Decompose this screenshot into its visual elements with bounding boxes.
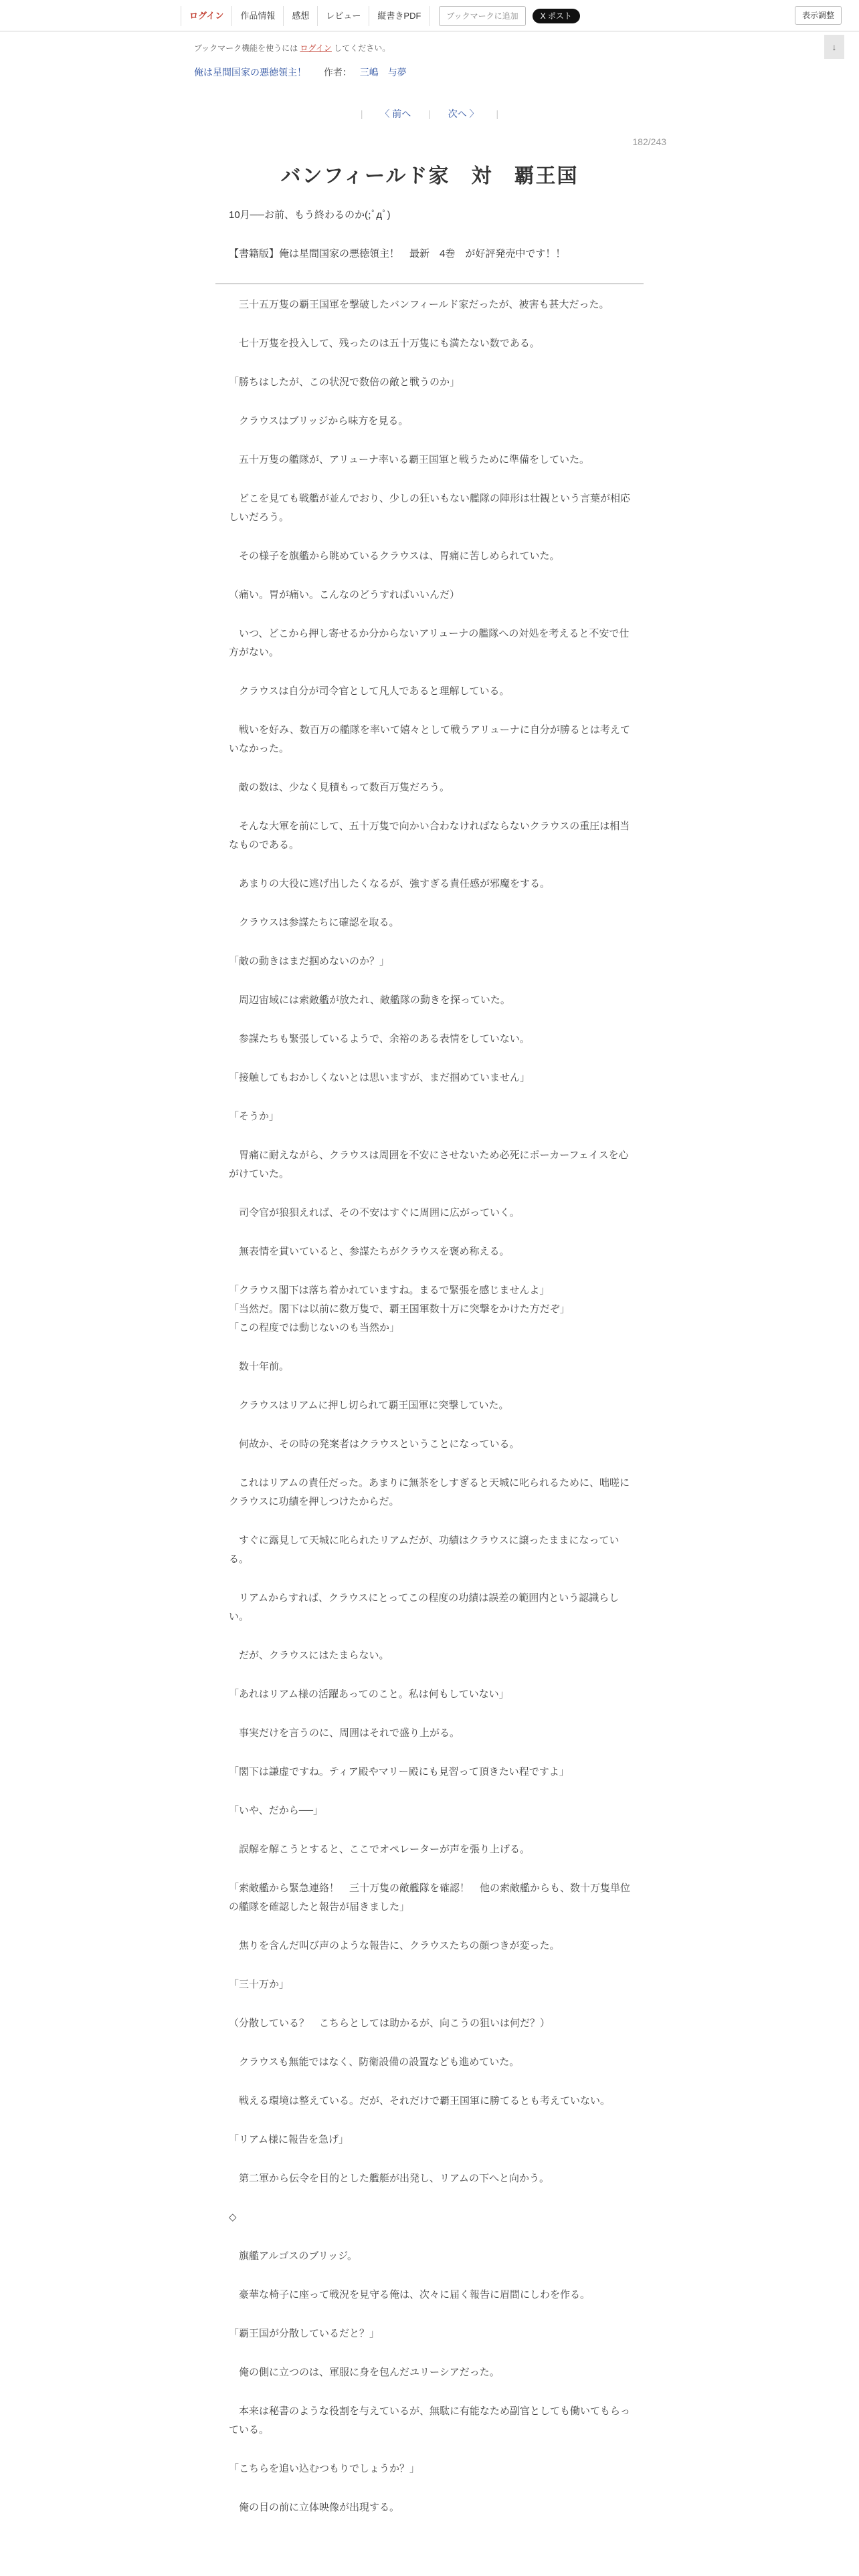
- body-paragraph: 「クラウス閣下は落ち着かれていますね。まるで緊張を感じませんよ」 「当然だ。閣下は以前に数万隻で、覇王国軍数十万に突撃をかけた方だぞ」 「この程度では動じないのも当然か」: [229, 1285, 570, 1333]
- body-paragraph: 何故か、その時の発案者はクラウスということになっている。: [229, 1438, 520, 1450]
- body-paragraph: すぐに露見して天城に叱られたリアムだが、功績はクラウスに譲ったままになっている。: [229, 1535, 619, 1565]
- body-paragraph: 焦りを含んだ叫び声のような報告に、クラウスたちの顔つきが変った。: [229, 1940, 560, 1951]
- chapter-title: バンフィールド家 対 覇王国: [280, 165, 579, 187]
- body-paragraph: だが、クラウスにはたまらない。: [229, 1650, 389, 1661]
- body-paragraph: 五十万隻の艦隊が、アリューナ率いる覇王国軍と戦うために準備をしていた。: [229, 454, 589, 465]
- body-paragraph: 第二軍から伝令を目的とした艦艇が出発し、リアムの下へと向かう。: [229, 2173, 549, 2184]
- impressions-link[interactable]: 感想: [284, 6, 318, 26]
- work-header: [194, 66, 407, 79]
- body-paragraph: 戦える環境は整えている。だが、それだけで覇王国軍に勝てるとも考えていない。: [229, 2095, 611, 2107]
- body-paragraph: クラウスも無能ではなく、防衛設備の設置なども進めていた。: [229, 2056, 520, 2068]
- body-paragraph: これはリアムの責任だった。あまりに無茶をしすぎると天城に叱られるために、咄嗟にクラウスに功績を押しつけたからだ。: [229, 1477, 630, 1507]
- body-paragraph: クラウスはブリッジから味方を見る。: [229, 415, 409, 427]
- body-paragraph: 司令官が狼狽えれば、その不安はすぐに周囲に広がっていく。: [229, 1207, 520, 1218]
- body-paragraph: 「あれはリアム様の活躍あってのこと。私は何もしていない」: [229, 1689, 509, 1700]
- body-paragraph: 旗艦アルゴスのブリッジ。: [229, 2250, 358, 2262]
- novel-body: [229, 296, 630, 2537]
- body-paragraph: あまりの大役に逃げ出したくなるが、強すぎる責任感が邪魔をする。: [229, 878, 551, 889]
- body-paragraph: 「閣下は謙虚ですね。ティア殿やマリー殿にも見習って頂きたい程ですよ」: [229, 1766, 569, 1778]
- body-paragraph: クラウスはリアムに押し切られて覇王国軍に突撃していた。: [229, 1400, 509, 1411]
- body-paragraph: クラウスは参謀たちに確認を取る。: [229, 917, 399, 928]
- body-paragraph: 「リアム様に報告を急げ」: [229, 2134, 349, 2145]
- body-paragraph: （痛い。胃が痛い。こんなのどうすればいいんだ）: [229, 589, 460, 601]
- notice-prefix: ブックマーク機能を使うには: [194, 43, 298, 53]
- body-paragraph: 「敵の動きはまだ掴めないのか？」: [229, 956, 390, 967]
- episode-counter: 182/243: [632, 136, 666, 147]
- body-paragraph: 誤解を解こうとすると、ここでオペレーターが声を張り上げる。: [229, 1844, 531, 1855]
- body-paragraph: どこを見ても戦艦が並んでおり、少しの狂いもない艦隊の陣形は壮観という言葉が相応しいだろう。: [229, 493, 631, 523]
- body-paragraph: 「覇王国が分散しているだと？」: [229, 2328, 380, 2339]
- body-paragraph: 「三十万か」: [229, 1979, 290, 1990]
- body-paragraph: 「そうか」: [229, 1111, 280, 1122]
- body-paragraph: クラウスは自分が司令官として凡人であると理解している。: [229, 685, 510, 697]
- scroll-down-icon[interactable]: ↓: [824, 35, 844, 59]
- notice-login-link[interactable]: ログイン: [300, 43, 332, 53]
- notice-suffix: してください。: [334, 43, 391, 53]
- body-paragraph: いつ、どこから押し寄せるか分からないアリューナの艦隊への対処を考えると不安で仕方がない。: [229, 628, 630, 658]
- episode-pager: [0, 107, 859, 120]
- body-paragraph: 数十年前。: [229, 1361, 290, 1372]
- preface-line: 【書籍版】俺は星間国家の悪徳領主！ 最新 4巻 が好評発売中です！！: [229, 248, 566, 259]
- work-title-link[interactable]: 俺は星間国家の悪徳領主！: [194, 67, 306, 78]
- login-link[interactable]: ログイン: [181, 6, 232, 26]
- x-post-button[interactable]: X ポスト: [533, 9, 580, 23]
- body-paragraph: 俺の側に立つのは、軍服に身を包んだユリーシアだった。: [229, 2367, 500, 2378]
- top-navigation-bar: [0, 0, 859, 31]
- body-paragraph: 参謀たちも緊張しているようで、余裕のある表情をしていない。: [229, 1033, 530, 1045]
- body-paragraph: 敵の数は、少なく見積もって数百万隻だろう。: [229, 782, 450, 793]
- pager-divider: |: [496, 108, 499, 119]
- body-paragraph: 「索敵艦から緊急連絡！ 三十万隻の敵艦隊を確認！ 他の索敵艦からも、数十万隻単位の艦隊を確認したと報告が届きました」: [229, 1883, 631, 1913]
- body-paragraph: 無表情を貫いていると、参謀たちがクラウスを褒め称える。: [229, 1246, 510, 1257]
- body-paragraph: 「接触してもおかしくないとは思いますが、まだ掴めていません」: [229, 1072, 531, 1083]
- preface-line: 10月──お前、もう終わるのか(;ﾟдﾟ): [229, 209, 391, 221]
- body-paragraph: その様子を旗艦から眺めているクラウスは、胃痛に苦しめられていた。: [229, 550, 560, 562]
- body-paragraph: 本来は秘書のような役割を与えているが、無駄に有能なため副官としても働いてもらっている。: [229, 2405, 631, 2436]
- body-paragraph: 事実だけを言うのに、周囲はそれで盛り上がる。: [229, 1727, 460, 1739]
- body-paragraph: 「いや、だから──」: [229, 1805, 323, 1816]
- pager-divider: |: [428, 108, 431, 119]
- prev-episode-link[interactable]: 〈 前へ: [380, 108, 411, 119]
- body-paragraph: そんな大軍を前にして、五十万隻で向かい合わなければならないクラウスの重圧は相当なものである。: [229, 821, 630, 851]
- body-paragraph: （分散している？ こちらとしては助かるが、向こうの狙いは何だ？）: [229, 2018, 551, 2029]
- body-paragraph: 周辺宙域には索敵艦が放たれ、敵艦隊の動きを探っていた。: [229, 994, 510, 1006]
- add-bookmark-button[interactable]: ブックマークに追加: [439, 6, 525, 26]
- login-notice: [194, 42, 390, 53]
- review-link[interactable]: レビュー: [318, 6, 369, 26]
- author-label: 作者：: [323, 67, 352, 78]
- vertical-pdf-link[interactable]: 縦書きPDF: [369, 6, 430, 26]
- body-paragraph: 胃痛に耐えながら、クラウスは周囲を不安にさせないため必死にポーカーフェイスを心がけていた。: [229, 1150, 629, 1180]
- main-nav: [181, 5, 580, 27]
- body-paragraph: ◇: [229, 2212, 237, 2223]
- author-link[interactable]: 三嶋 与夢: [359, 67, 407, 78]
- body-paragraph: 戦いを好み、数百万の艦隊を率いて嬉々として戦うアリューナに自分が勝るとは考えていなかった。: [229, 724, 630, 754]
- body-paragraph: 豪華な椅子に座って戦況を見守る俺は、次々に届く報告に眉間にしわを作る。: [229, 2289, 591, 2300]
- body-paragraph: 三十五万隻の覇王国軍を撃破したバンフィールド家だったが、被害も甚大だった。: [229, 299, 609, 310]
- body-paragraph: 「こちらを追い込むつもりでしょうか？」: [229, 2463, 420, 2474]
- display-settings-button[interactable]: 表示調整: [795, 6, 842, 25]
- work-info-link[interactable]: 作品情報: [232, 6, 284, 26]
- pager-divider: |: [360, 108, 363, 119]
- body-paragraph: 七十万隻を投入して、残ったのは五十万隻にも満たない数である。: [229, 338, 540, 349]
- body-paragraph: リアムからすれば、クラウスにとってこの程度の功績は誤差の範囲内という認識らしい。: [229, 1592, 619, 1622]
- body-paragraph: 「勝ちはしたが、この状況で数倍の敵と戦うのか」: [229, 377, 460, 388]
- next-episode-link[interactable]: 次へ 〉: [448, 108, 479, 119]
- body-paragraph: 俺の目の前に立体映像が出現する。: [229, 2502, 400, 2513]
